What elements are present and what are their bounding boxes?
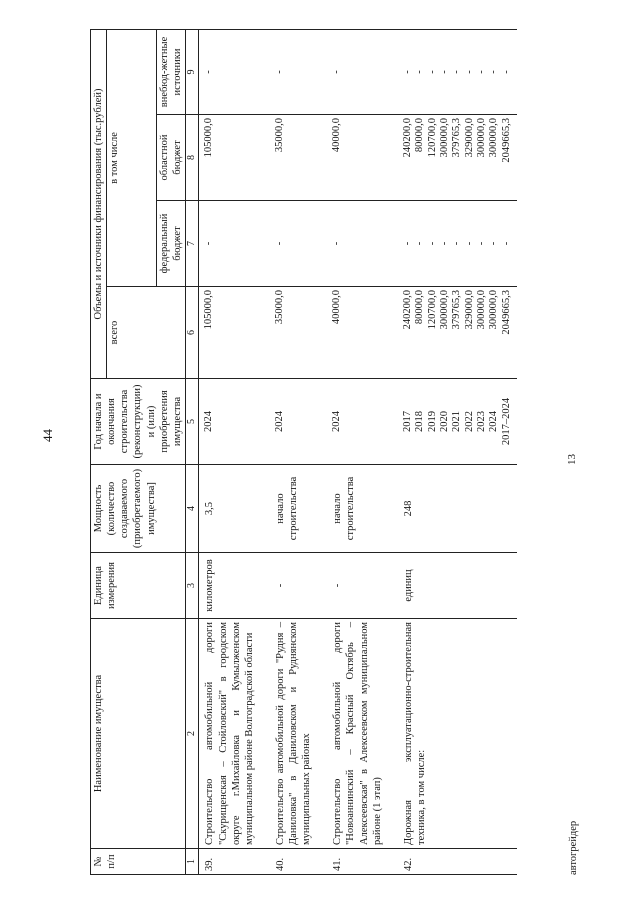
row-years-value: 2020 <box>438 411 450 432</box>
row-regional-value: 80000,0 <box>414 118 426 153</box>
header-no: № п/п <box>91 849 186 875</box>
row-federal <box>327 201 398 287</box>
row-unit: - <box>270 553 327 619</box>
row-regional-value: 2049665,3 <box>500 118 512 163</box>
row-years-value: 2019 <box>426 411 438 432</box>
row-years <box>398 379 517 465</box>
row-federal-value: - <box>414 241 426 246</box>
row-unit: километров <box>199 553 270 619</box>
column-numbers-row <box>185 29 199 874</box>
row-regional-value: 300000,0 <box>476 118 487 158</box>
row-regional-value: 240200,0 <box>401 118 413 158</box>
row-regional-value: 40000,0 <box>331 118 343 153</box>
row-federal <box>398 201 517 287</box>
row-years <box>327 379 398 465</box>
row-capacity: 248 <box>398 465 517 553</box>
row-total-value: 120700,0 <box>426 290 438 330</box>
row-total-value: 300000,0 <box>438 290 450 330</box>
row-years-value: 2024 <box>331 411 343 432</box>
row-extra-value: - <box>500 70 512 74</box>
row-federal-value: - <box>203 241 215 246</box>
row-federal-value: - <box>401 241 413 246</box>
row-federal-value: - <box>500 241 512 246</box>
header-total: всего <box>107 287 186 379</box>
row-total-value: 240200,0 <box>401 290 413 330</box>
row-total-value: 105000,0 <box>203 290 215 330</box>
col-number: 4 <box>185 465 199 553</box>
row-years-value: 2024 <box>488 411 500 432</box>
row-regional-value: 120700,0 <box>426 118 438 158</box>
table-body <box>199 29 517 874</box>
row-total-value: 379765,3 <box>451 290 463 330</box>
row-name: Строительство автомобильной дороги "Новоаннинский – Красный Октябрь – Алексеевская" в Алексеевском муниципальном районе (1 этап) <box>327 619 398 849</box>
row-capacity: 3,5 <box>199 465 270 553</box>
header-years: Год начала и окончания строительства (реконструкции) и (или) приобретения имущества <box>91 379 186 465</box>
row-number: 40. <box>270 849 327 875</box>
col-number: 7 <box>185 201 199 287</box>
row-number: 41. <box>327 849 398 875</box>
row-years-value: 2017 <box>401 411 413 432</box>
row-regional-value: 35000,0 <box>273 118 285 153</box>
row-federal <box>270 201 327 287</box>
property-financing-table <box>90 29 517 875</box>
col-number: 9 <box>185 29 199 114</box>
row-total-value: 300000,0 <box>488 290 500 330</box>
row-years-value: 2023 <box>476 411 487 432</box>
row-extra-value: - <box>331 70 343 74</box>
page-number: 44 <box>40 429 55 442</box>
row-total-value: 2049665,3 <box>500 290 512 335</box>
row-years <box>270 379 327 465</box>
row-federal-value: - <box>451 241 463 246</box>
header-name: Наименование имущества <box>91 619 186 849</box>
row-total <box>199 287 270 379</box>
row-federal-value: - <box>476 241 487 246</box>
row-federal <box>199 201 270 287</box>
row-extra <box>398 29 517 114</box>
footer-note: автогрейдер <box>568 820 579 875</box>
rotated-document-body <box>90 30 590 875</box>
row-total <box>327 287 398 379</box>
row-total <box>398 287 517 379</box>
row-total-value: 40000,0 <box>331 290 343 325</box>
header-extra: внебюд-жетные источники <box>156 29 185 114</box>
table-row <box>398 29 517 874</box>
row-regional-value: 300000,0 <box>488 118 500 158</box>
row-regional <box>270 115 327 201</box>
row-number: 39. <box>199 849 270 875</box>
row-total <box>270 287 327 379</box>
sheet-number: 13 <box>566 454 578 465</box>
row-years-value: 2017–2024 <box>500 397 512 446</box>
col-number: 5 <box>185 379 199 465</box>
row-federal-value: - <box>438 241 450 246</box>
row-federal-value: - <box>426 241 438 246</box>
row-regional-value: 379765,3 <box>451 118 463 158</box>
header-unit: Единица измерения <box>91 553 186 619</box>
row-total-value: 80000,0 <box>414 290 426 325</box>
row-extra-value: - <box>451 70 463 74</box>
header-regional: областной бюджет <box>156 115 185 201</box>
row-years-value: 2022 <box>463 411 475 432</box>
row-extra-value: - <box>438 70 450 74</box>
row-regional-value: 300000,0 <box>438 118 450 158</box>
row-federal-value: - <box>273 241 285 246</box>
row-extra-value: - <box>476 70 487 74</box>
row-regional-value: 329000,0 <box>463 118 475 158</box>
row-years-value: 2024 <box>273 411 285 432</box>
row-total-value: 35000,0 <box>273 290 285 325</box>
row-name: Строительство автомобильной дороги "Скурищенская – Стойловский" в городском округе г.Михайловка и Кумылженском муниципальном районе Волгоградской области <box>199 619 270 849</box>
row-total-value: 329000,0 <box>463 290 475 330</box>
row-extra <box>199 29 270 114</box>
row-name: Дорожная эксплуатационно-строительная техника, в том числе: <box>398 619 517 849</box>
row-years-value: 2021 <box>451 411 463 432</box>
row-regional-value: 105000,0 <box>203 118 215 158</box>
row-extra-value: - <box>203 70 215 74</box>
row-extra-value: - <box>414 70 426 74</box>
header-federal: федеральный бюджет <box>156 201 185 287</box>
row-extra-value: - <box>426 70 438 74</box>
row-extra <box>270 29 327 114</box>
col-number: 8 <box>185 115 199 201</box>
row-years-value: 2024 <box>203 411 215 432</box>
header-incl: в том числе <box>107 29 157 286</box>
row-unit: - <box>327 553 398 619</box>
row-federal-value: - <box>331 241 343 246</box>
row-extra-value: - <box>273 70 285 74</box>
table-row <box>270 29 327 874</box>
row-capacity: начало строительства <box>270 465 327 553</box>
row-regional <box>398 115 517 201</box>
col-number: 2 <box>185 619 199 849</box>
row-number: 42. <box>398 849 517 875</box>
row-years-value: 2018 <box>414 411 426 432</box>
row-name: Строительство автомобильной дороги "Рудня – Даниловка" в Даниловском и Руднянском муниципальных районах <box>270 619 327 849</box>
row-extra-value: - <box>488 70 500 74</box>
row-extra-value: - <box>463 70 475 74</box>
header-funding: Объемы и источники финансирования (тыс.рублей) <box>91 29 107 378</box>
row-federal-value: - <box>488 241 500 246</box>
row-unit: единиц <box>398 553 517 619</box>
row-federal-value: - <box>463 241 475 246</box>
row-regional <box>327 115 398 201</box>
table-row <box>327 29 398 874</box>
col-number: 6 <box>185 287 199 379</box>
col-number: 3 <box>185 553 199 619</box>
header-capacity: Мощность (количество создаваемого (приобретаемого) имущества] <box>91 465 186 553</box>
row-regional <box>199 115 270 201</box>
row-capacity: начало строительства <box>327 465 398 553</box>
row-total-value: 300000,0 <box>476 290 487 330</box>
row-extra-value: - <box>401 70 413 74</box>
row-extra <box>327 29 398 114</box>
table-row <box>199 29 270 874</box>
row-years <box>199 379 270 465</box>
col-number: 1 <box>185 849 199 875</box>
